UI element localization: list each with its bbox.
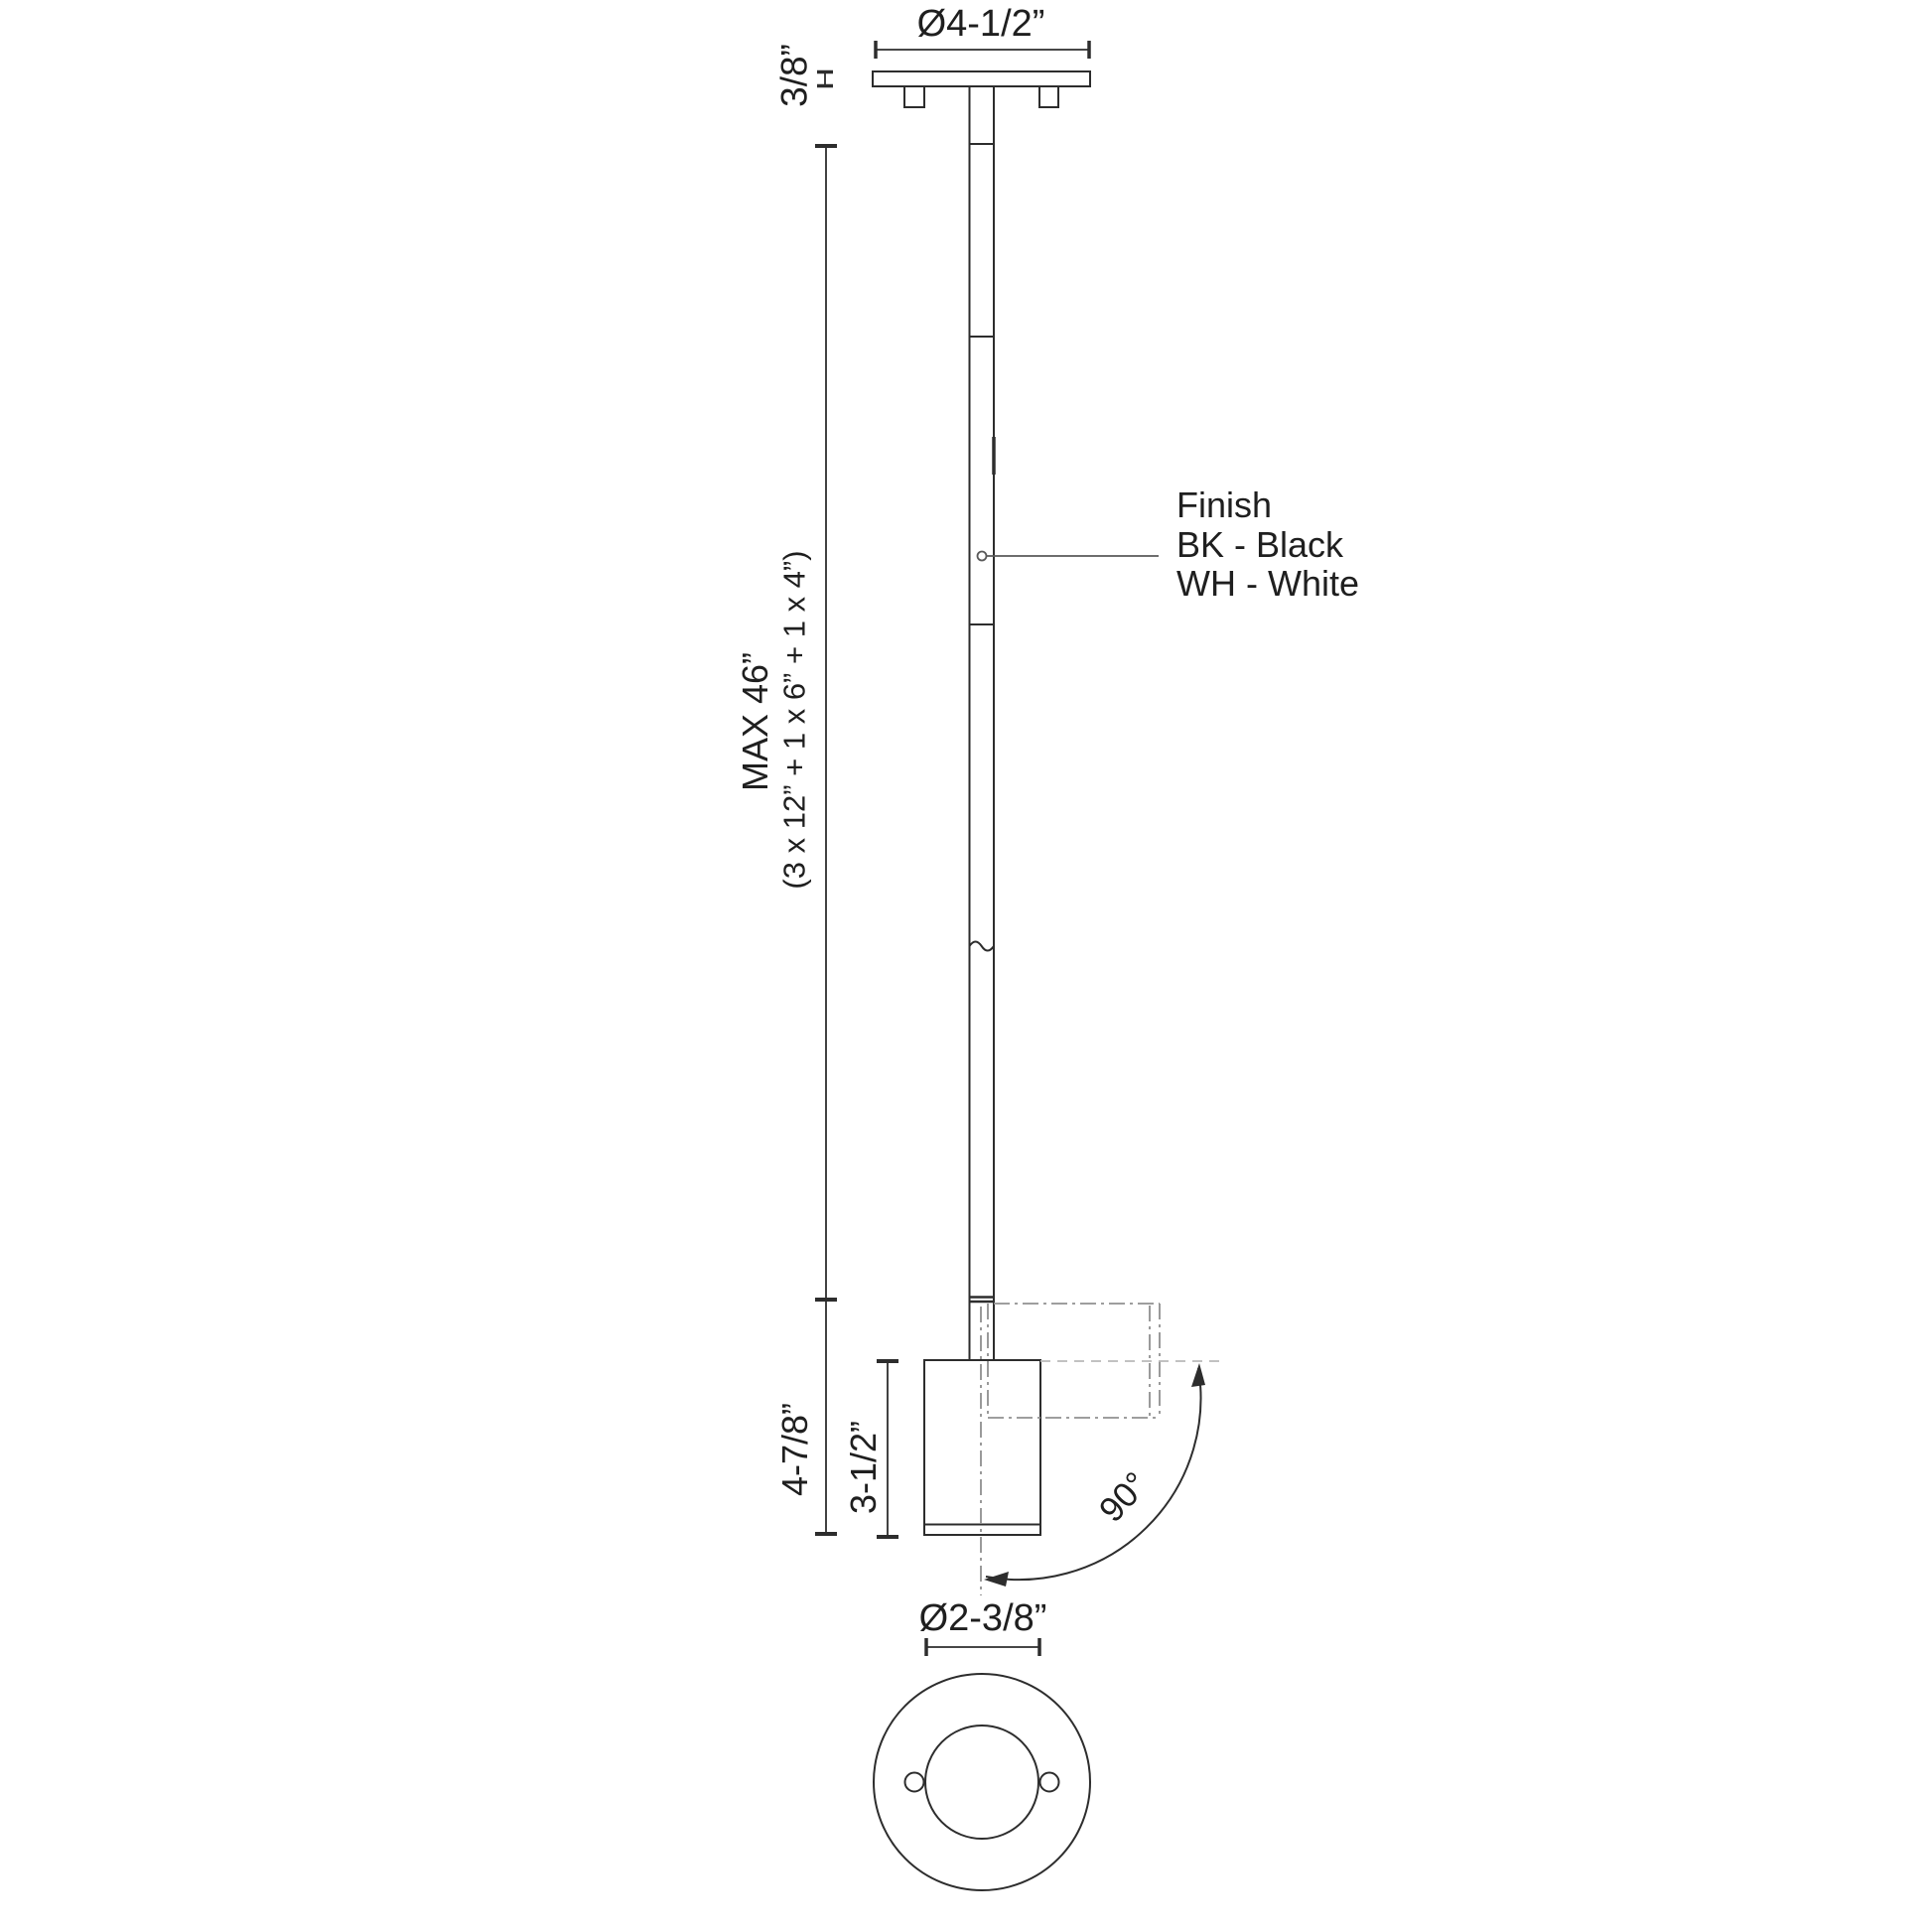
leader-dot (978, 552, 987, 561)
label-canopy-diameter: Ø4-1/2” (916, 3, 1045, 45)
bottom-view-head-circle (925, 1725, 1038, 1839)
canopy-plate (873, 71, 1090, 86)
finish-note-option-white: WH - White (1176, 563, 1359, 604)
fixture-bottom-view (874, 1674, 1090, 1890)
finish-note-title: Finish (1176, 484, 1273, 525)
bottom-view-screw-left (905, 1773, 924, 1792)
rotation-arc (986, 1368, 1200, 1580)
label-head-overall-height: 4-7/8” (774, 1402, 815, 1497)
ghost-head-rotated (981, 1304, 1160, 1595)
stem-rod (970, 86, 995, 1360)
bottom-view-screw-right (1040, 1773, 1059, 1792)
rod-break-symbol (970, 942, 995, 951)
arc-arrowhead-up (1191, 1363, 1205, 1387)
label-canopy-thickness: 3/8” (773, 44, 815, 107)
label-max-drop: MAX 46” (735, 651, 775, 792)
rotation-indicator (984, 1363, 1205, 1587)
finish-leader (978, 552, 1160, 561)
arc-arrowhead-left (984, 1572, 1009, 1587)
label-tilt-angle: 90° (1091, 1464, 1157, 1530)
dimension-lines (815, 41, 1089, 1656)
label-max-drop-breakdown: (3 x 12” + 1 x 6” + 1 x 4”) (776, 550, 812, 890)
finish-note-option-black: BK - Black (1176, 523, 1344, 565)
bottom-view-canopy-circle (874, 1674, 1090, 1890)
canopy-screw-right (1039, 86, 1058, 107)
head-cylinder (924, 1360, 1040, 1535)
label-head-diameter: Ø2-3/8” (918, 1597, 1047, 1639)
canopy-screw-left (904, 86, 924, 107)
label-head-body-height: 3-1/2” (843, 1420, 884, 1515)
finish-note (1176, 485, 1359, 604)
